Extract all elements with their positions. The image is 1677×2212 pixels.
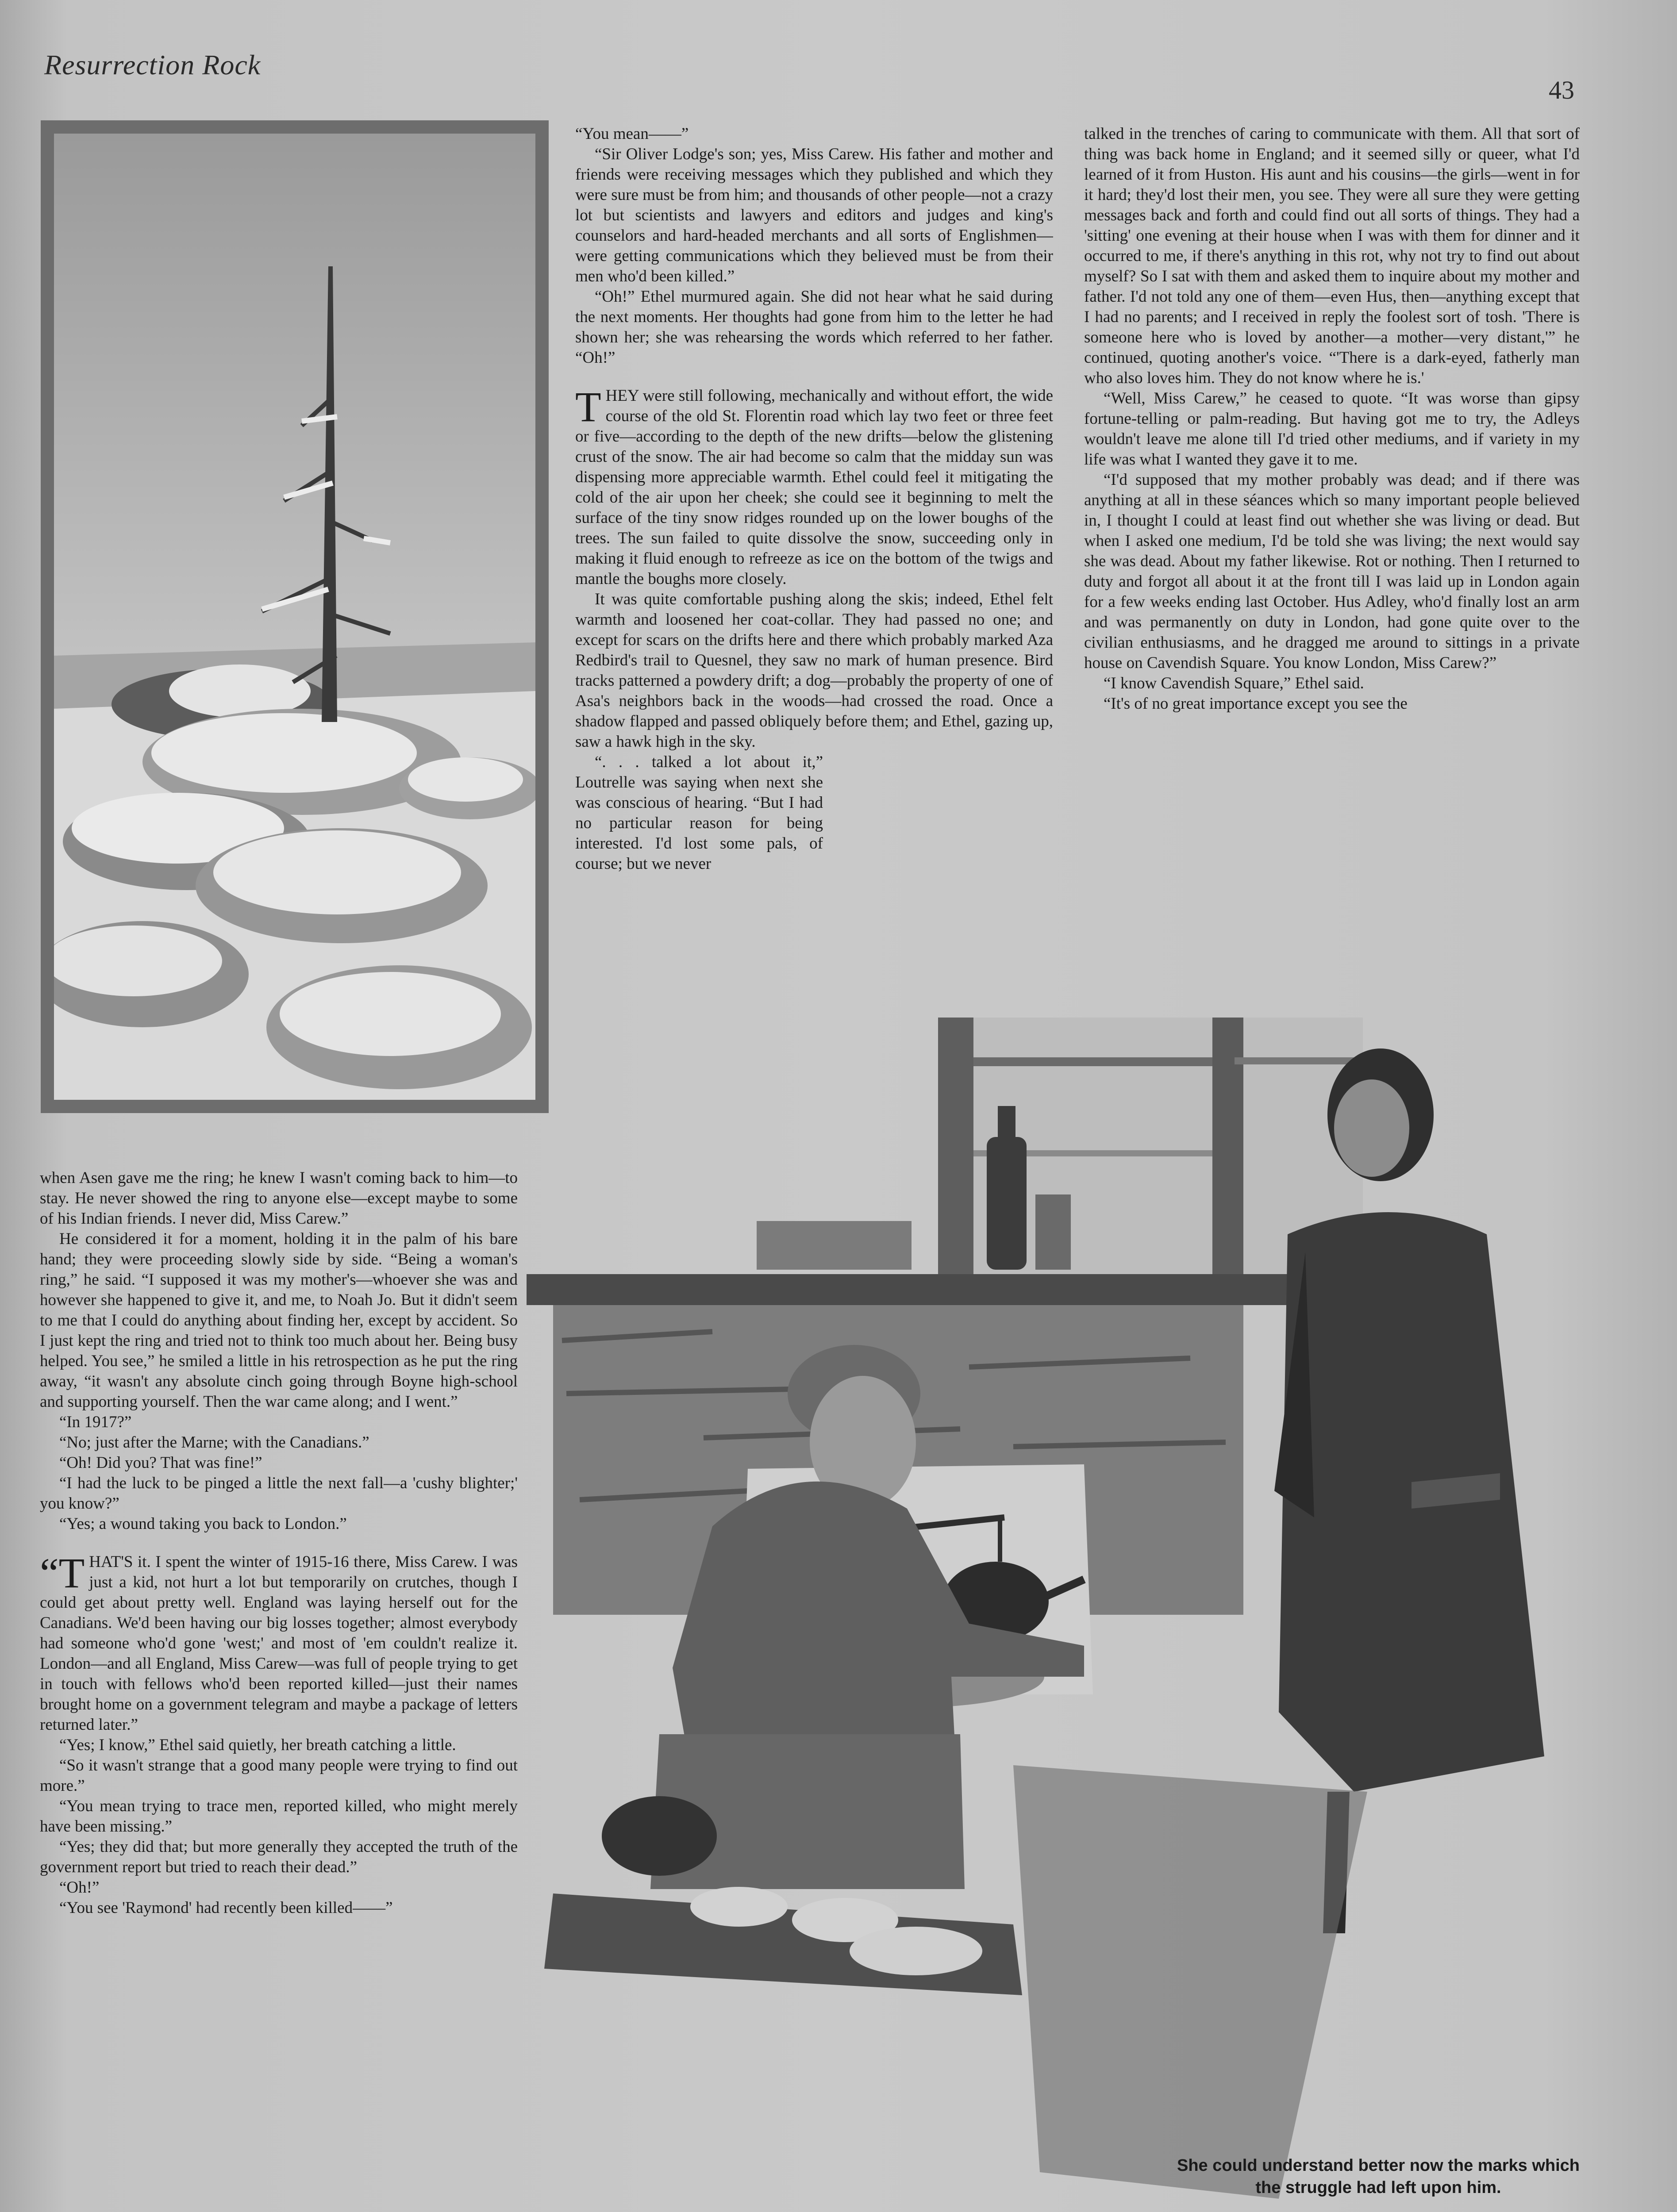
- drop-cap: T: [575, 383, 601, 430]
- text-column-1: [40, 1168, 518, 2212]
- paragraph: “You mean——”: [575, 125, 689, 143]
- snow-tree-illustration: [41, 120, 549, 1113]
- text-column-3: [1084, 124, 1580, 991]
- paragraph: “In 1917?”: [59, 1413, 132, 1431]
- paragraph: “I'd supposed that my mother probably was dead; and if there was anything at all in these séances which so many important people believed in, I thought I could at least find out whether she was living or dead. But when I asked one medium, I'd be told she was living; the next would say she was dead. About my father likewise. Rot or nothing. Then I returned to duty and forgot all about it at the front till I was laid up in London again for a few weeks ending last October. Hus Adley, who'd finally lost an arm and was permanently on duty in London, had gone quite over to the civilian enthusiasms, and he dragged me around to sittings in a private house on Cavendish Square. You know London, Miss Carew?”: [1084, 471, 1580, 672]
- paragraph-text: HEY were still following, mechanically and without effort, the wide course of the old St. Florentin road which lay two feet or three feet or five—according to the depth of the new drifts—below the glistening crust of the snow. The air had become so calm that the midday sun was dispensing more appreciable warmth. Ethel could feel it mitigating the cold of the air upon her cheek; she could see it beginning to melt the surface of the tiny snow ridges rounded up on the lower boughs of the trees. The sun failed to quite dissolve the snow, succeeding only in making it fluid enough to refreeze as ice on the bottom of the twigs and mantle the boughs more closely.: [575, 387, 1053, 588]
- snow-tree-drawing: [54, 134, 535, 1100]
- paragraph: It was quite comfortable pushing along the skis; indeed, Ethel felt warmth and loosened her coat-collar. They had passed no one; and except for scars on the drifts here and there which probably marked Aza Redbird's trail to Quesnel, they saw no mark of human presence. Bird tracks patterned a powdery drift; a dog—probably the property of one of Asa's neighbors back in the woods—had crossed the road. Once a shadow flapped and passed obliquely before them; and Ethel, gazing up, saw a hawk high in the sky.: [575, 590, 1053, 751]
- paragraph: “Yes; they did that; but more generally they accepted the truth of the government report but tried to reach their dead.”: [40, 1838, 518, 1876]
- paragraph: “It's of no great importance except you see the: [1104, 695, 1408, 713]
- paragraph: “You mean trying to trace men, reported killed, who might merely have been missing.”: [40, 1797, 518, 1836]
- paragraph: “I had the luck to be pinged a little the next fall—a 'cushy blighter;' you know?”: [40, 1474, 518, 1513]
- paragraph: “No; just after the Marne; with the Canadians.”: [59, 1433, 369, 1452]
- paragraph: “Sir Oliver Lodge's son; yes, Miss Carew. His father and mother and friends were receiving messages which they published and which they were sure must be from him; and thousands of other people—not a crazy lot but scientists and lawyers and editors and judges and king's counselors and hard-headed merchants and all sorts of Englishmen—were getting communications which they believed must be from their men who'd been killed.”: [575, 145, 1053, 285]
- fireplace-drawing: [527, 1004, 1677, 2212]
- paragraph-text: HAT'S it. I spent the winter of 1915-16 there, Miss Carew. I was just a kid, not hurt a lot but temporarily on crutches, though I could get about pretty well. England was laying herself out for the Canadians. We'd been having our big losses together; almost everybody had someone who'd gone 'west;' and most of 'em couldn't realize it. London—and all England, Miss Carew—was full of people trying to get in touch with fellows who'd been reported killed—just their names brought home on a government telegram and maybe a package of letters returned later.”: [40, 1553, 518, 1734]
- text-column-2: [575, 124, 1053, 973]
- page-number: 43: [1549, 76, 1574, 104]
- illustration-caption: She could understand better now the marks which the struggle had left upon him.: [1177, 2156, 1580, 2197]
- paragraph: “Oh!” Ethel murmured again. She did not hear what he said during the next moments. Her thoughts had gone from him to the letter he had shown her; she was rehearsing the words which referred to her father. “Oh!”: [575, 288, 1053, 367]
- running-head: Resurrection Rock: [44, 49, 261, 81]
- section-paragraph: [40, 1549, 518, 1735]
- paragraph: “Well, Miss Carew,” he ceased to quote. “It was worse than gipsy fortune-telling or palm-reading. But having got me to try, the Adleys wouldn't leave me alone till I'd tried other mediums, and if variety in my life was what I wanted they gave it to me.: [1084, 389, 1580, 469]
- paragraph: “Oh! Did you? That was fine!”: [59, 1454, 262, 1472]
- fireplace-illustration: [527, 1004, 1677, 2212]
- paragraph: when Asen gave me the ring; he knew I wasn't coming back to him—to stay. He never showed the ring to anyone else—except maybe to some of his Indian friends. I never did, Miss Carew.”: [40, 1169, 518, 1228]
- paragraph: “Yes; I know,” Ethel said quietly, her breath catching a little.: [59, 1736, 456, 1754]
- paragraph: “You see 'Raymond' had recently been killed——”: [59, 1899, 393, 1917]
- paragraph: “. . . talked a lot about it,” Loutrelle was saying when next she was conscious of hearing. “But I had no particular reason for being interested. I'd lost some pals, of course; but we never: [575, 753, 823, 873]
- paragraph: “I know Cavendish Square,” Ethel said.: [1104, 674, 1364, 692]
- paragraph: He considered it for a moment, holding it in the palm of his bare hand; they were proceeding slowly side by side. “Being a woman's ring,” he said. “I supposed it was my mother's—whoever she was and however she happened to give it, and me, to Noah Jo. But it didn't seem to me that I could do anything about finding her, except by accident. So I just kept the ring and tried not to think too much about her. Being busy helped. You see,” he smiled a little in his retrospection as he put the ring away, “it wasn't any absolute cinch going through Boyne high-school and supporting yourself. Then the war came along; and I went.”: [40, 1230, 518, 1411]
- paragraph: “Oh!”: [59, 1878, 100, 1897]
- drop-cap: “T: [40, 1549, 85, 1597]
- paragraph: talked in the trenches of caring to communicate with them. All that sort of thing was back home in England; and it seemed silly or queer, what I'd learned of it from Huston. His aunt and his cousins—the girls—went in for it hard; they'd lost their men, you see. They were all sure they were getting messages back and forth and could find out all sorts of things. They had a 'sitting' one evening at their house when I was with them for dinner and it occurred to me, if there's anything in this rot, why not try to find out about myself? So I sat with them and asked them to inquire about my mother and father. I'd not told any one of them—even Hus, then—anything except that I had no parents; and I received in reply the foolest sort of tosh. 'There is someone here who is loved by another—a mother—very distant,'” he continued, quoting another's voice. “'There is a dark-eyed, fatherly man who also loves him. They do not know where he is.': [1084, 125, 1580, 387]
- paragraph: “So it wasn't strange that a good many people were trying to find out more.”: [40, 1756, 518, 1795]
- paragraph: “Yes; a wound taking you back to London.”: [59, 1515, 347, 1533]
- section-paragraph: [575, 383, 1053, 589]
